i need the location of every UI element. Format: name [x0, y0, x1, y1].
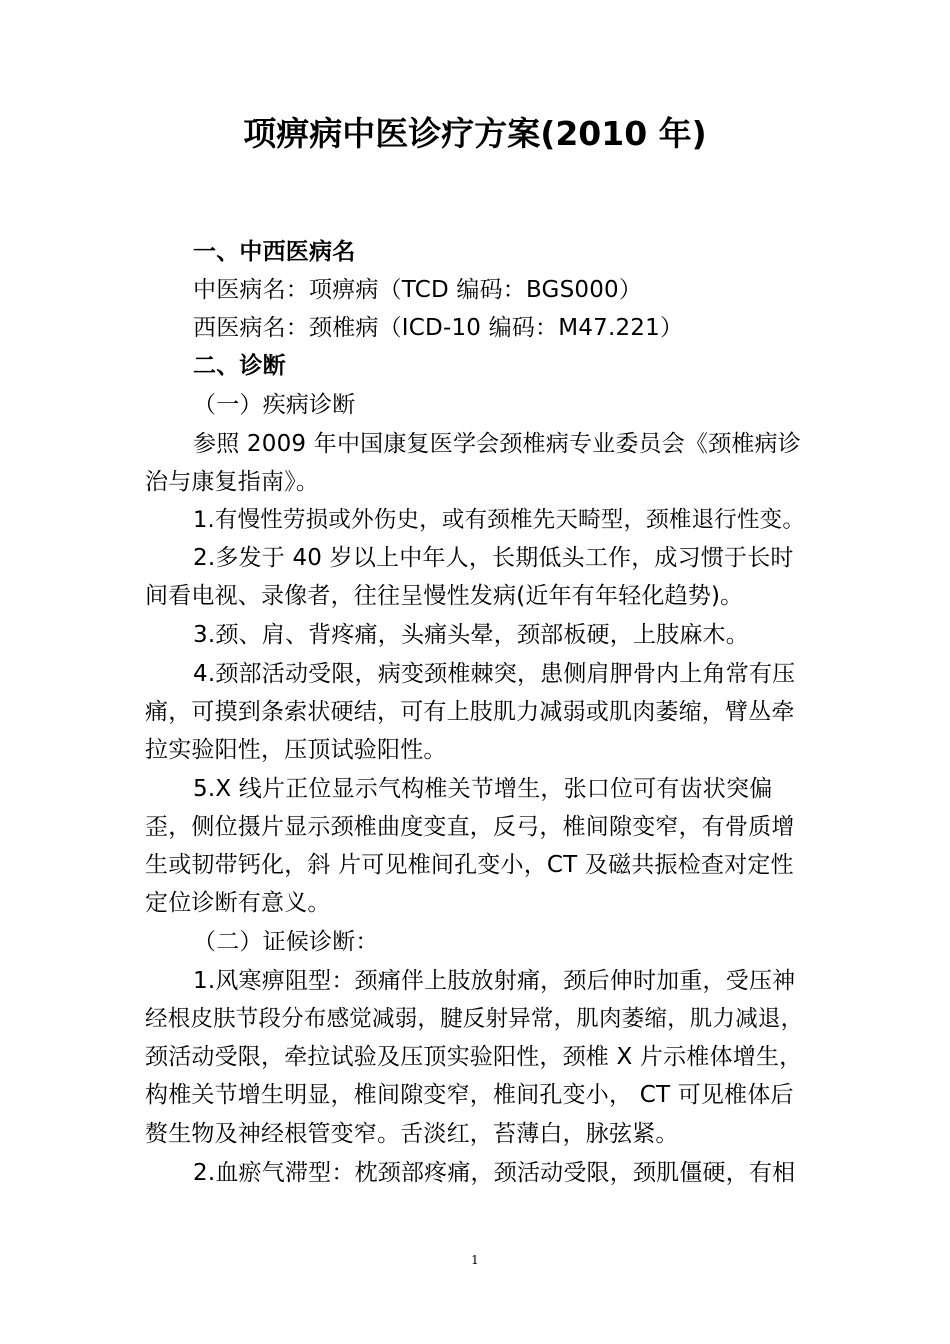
- section-heading-disease-names: 一、中西医病名: [193, 239, 356, 265]
- paragraph-line: 歪，侧位摄片显示颈椎曲度变直，反弓，椎间隙变窄，有骨质增: [145, 814, 795, 840]
- paragraph-line: 2.血瘀气滞型：枕颈部疼痛，颈活动受限，颈肌僵硬，有相: [193, 1160, 796, 1186]
- paragraph-line: 参照 2009 年中国康复医学会颈椎病专业委员会《颈椎病诊: [193, 431, 801, 457]
- paragraph-line: 拉实验阳性，压顶试验阳性。: [145, 737, 447, 763]
- paragraph-line: 间看电视、录像者，往往呈慢性发病(近年有年轻化趋势)。: [145, 583, 744, 609]
- paragraph-line: 2.多发于 40 岁以上中年人，长期低头工作，成习惯于长时: [193, 545, 794, 571]
- paragraph-line: 西医病名：颈椎病（ICD-10 编码：M47.221）: [193, 315, 684, 341]
- paragraph-line: 构椎关节增生明显，椎间隙变窄，椎间孔变小， CT 可见椎体后: [145, 1082, 794, 1108]
- paragraph-line: 1.风寒痹阻型：颈痛伴上肢放射痛，颈后伸时加重，受压神: [193, 968, 796, 994]
- subsection-heading: （一）疾病诊断: [193, 392, 356, 418]
- paragraph-line: 痛，可摸到条索状硬结，可有上肢肌力减弱或肌肉萎缩，臂丛牵: [145, 699, 795, 725]
- paragraph-line: 定位诊断有意义。: [145, 890, 331, 916]
- paragraph-line: 生或韧带钙化，斜 片可见椎间孔变小，CT 及磁共振检查对定性: [145, 852, 794, 878]
- paragraph-line: 1.有慢性劳损或外伤史，或有颈椎先天畸型，颈椎退行性变。: [193, 507, 806, 533]
- paragraph-line: 颈活动受限，牵拉试验及压顶实验阳性，颈椎 X 片示椎体增生，: [145, 1044, 803, 1070]
- section-heading-diagnosis: 二、诊断: [193, 353, 286, 379]
- paragraph-line: 中医病名：项痹病（TCD 编码：BGS000）: [193, 277, 643, 303]
- subsection-heading: （二）证候诊断：: [193, 929, 379, 955]
- paragraph-line: 5.X 线片正位显示气构椎关节增生，张口位可有齿状突偏: [193, 776, 773, 802]
- paragraph-line: 治与康复指南》。: [145, 469, 320, 495]
- paragraph-line: 3.颈、肩、背疼痛，头痛头晕，颈部板硬，上肢麻木。: [193, 622, 749, 648]
- paragraph-line: 经根皮肤节段分布感觉减弱，腱反射异常，肌肉萎缩，肌力减退，: [145, 1006, 804, 1032]
- page-number: 1: [471, 1253, 479, 1267]
- paragraph-line: 4.颈部活动受限，病变颈椎棘突，患侧肩胛骨内上角常有压: [193, 661, 796, 687]
- paragraph-line: 赘生物及神经根管变窄。舌淡红，苔薄白，脉弦紧。: [145, 1121, 679, 1147]
- document-title: 项痹病中医诊疗方案(2010 年): [243, 114, 707, 153]
